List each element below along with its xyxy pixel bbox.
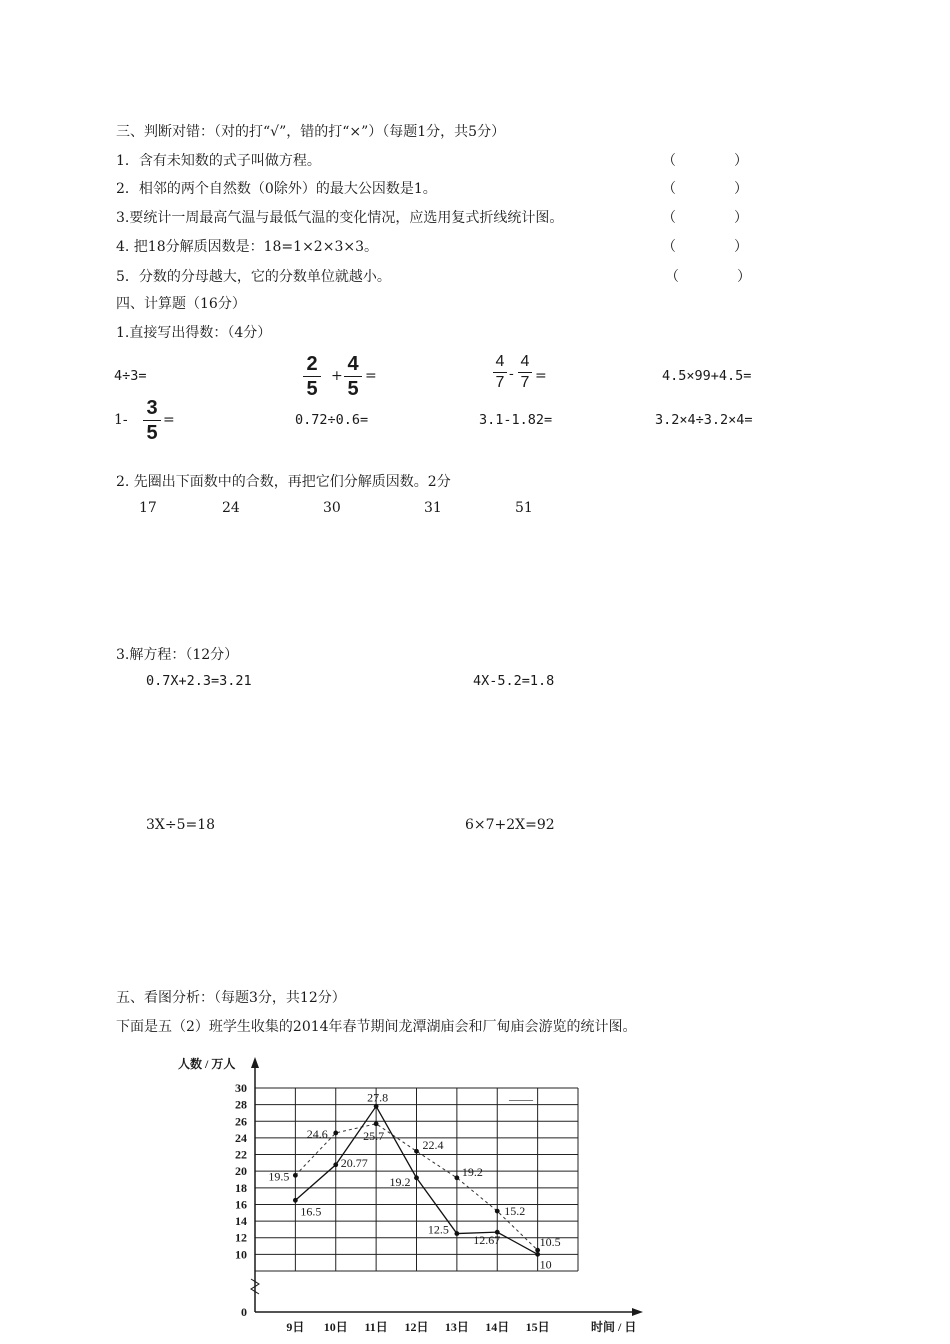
- data-label-dashed: 19.2: [461, 1164, 483, 1179]
- point-dashed: [333, 1131, 338, 1136]
- data-label-dashed: 19.5: [268, 1169, 290, 1184]
- y-tick-label: 22: [235, 1147, 247, 1162]
- point-solid: [454, 1231, 459, 1236]
- x-axis-label: 时间 / 日: [591, 1320, 637, 1334]
- data-label-dashed: 10.5: [539, 1235, 561, 1250]
- judge-item-3: 3.要统计一周最高气温与最低气温的变化情况，应选用复式折线统计图。: [116, 210, 564, 226]
- equation-1: 0.7X+2.3=3.21: [146, 673, 252, 689]
- y-tick-label: 26: [235, 1114, 247, 1129]
- calc-g: 3.1-1.82=: [479, 412, 553, 428]
- frac-3-5: 3 5: [143, 398, 161, 443]
- data-label-solid: 12.5: [427, 1222, 449, 1237]
- point-solid: [333, 1162, 338, 1167]
- x-tick-label: 11日: [364, 1320, 388, 1334]
- number-item[interactable]: 17: [139, 500, 157, 516]
- legend-line: ——: [509, 1092, 533, 1106]
- x-tick-label: 15日: [525, 1320, 550, 1334]
- x-tick-label: 10日: [323, 1320, 348, 1334]
- eq-e: =: [163, 412, 175, 428]
- frac-2-5: 2 5: [303, 354, 321, 399]
- answer-paren-3[interactable]: （ ）: [662, 210, 748, 226]
- op-minus: -: [509, 366, 514, 382]
- point-dashed: [374, 1121, 379, 1126]
- eq-b: =: [365, 368, 377, 384]
- data-label-solid: 12.67: [473, 1233, 501, 1248]
- y-tick-label: 30: [235, 1081, 247, 1095]
- data-label-dashed: 15.2: [504, 1204, 526, 1219]
- point-solid: [535, 1252, 540, 1257]
- x-tick-label: 13日: [444, 1320, 469, 1334]
- op-plus: +: [331, 368, 343, 384]
- q3-title: 3.解方程：（12分）: [116, 647, 239, 663]
- frac-4-7-a: 4 7: [493, 354, 507, 391]
- number-item[interactable]: 51: [515, 500, 533, 516]
- judge-item-1: 1．含有未知数的式子叫做方程。: [116, 153, 321, 169]
- calc-d: 4.5×99+4.5=: [662, 368, 752, 384]
- section5-title: 五、看图分析：（每题3分，共12分）: [116, 990, 346, 1006]
- y-tick-label: 14: [235, 1214, 247, 1229]
- frac-4-7-b: 4 7: [518, 354, 532, 391]
- section4-title: 四、计算题（16分）: [116, 296, 246, 312]
- equation-4: 6×7+2X=92: [465, 817, 555, 833]
- data-label-solid: 10: [539, 1257, 552, 1272]
- judge-item-5: 5．分数的分母越大，它的分数单位就越小。: [116, 269, 391, 285]
- y-tick-label: 20: [235, 1164, 247, 1179]
- equation-3: 3X÷5=18: [146, 817, 216, 833]
- y-tick-label: 12: [235, 1230, 247, 1245]
- eq-c: =: [535, 368, 547, 384]
- section3-title: 三、判断对错：（对的打“√”，错的打“×”）（每题1分，共5分）: [116, 124, 506, 140]
- y-tick-label: 0: [241, 1305, 247, 1319]
- y-tick-label: 18: [235, 1180, 247, 1195]
- y-axis-label: 人数 / 万人: [178, 1057, 236, 1071]
- axis-break: [251, 1279, 259, 1294]
- number-item[interactable]: 24: [222, 500, 240, 516]
- y-tick-label: 16: [235, 1197, 247, 1212]
- y-tick-label: 28: [235, 1097, 247, 1112]
- frac-4-5: 4 5: [344, 354, 362, 399]
- y-tick-label: 10: [235, 1247, 247, 1262]
- judge-item-2: 2．相邻的两个自然数（0除外）的最大公因数是1。: [116, 181, 437, 197]
- y-tick-label: 24: [235, 1130, 247, 1145]
- answer-paren-5[interactable]: （ ）: [665, 269, 751, 285]
- data-label-solid: 19.2: [389, 1174, 411, 1189]
- x-axis-arrow: [632, 1308, 643, 1316]
- y-axis-arrow: [251, 1057, 259, 1068]
- number-item[interactable]: 31: [424, 500, 442, 516]
- answer-paren-4[interactable]: （ ）: [662, 239, 748, 255]
- answer-paren-1[interactable]: （ ）: [662, 153, 748, 169]
- point-solid: [293, 1198, 298, 1203]
- calc-f: 0.72÷0.6=: [295, 412, 369, 428]
- number-item[interactable]: 30: [323, 500, 341, 516]
- data-label-solid: 16.5: [300, 1204, 322, 1219]
- point-solid: [414, 1175, 419, 1180]
- point-dashed: [454, 1175, 459, 1180]
- section5-intro: 下面是五（2）班学生收集的2014年春节期间龙潭湖庙会和厂甸庙会游览的统计图。: [116, 1019, 637, 1035]
- calc-e-prefix: 1-: [114, 412, 128, 428]
- data-label-dashed: 25.7: [363, 1128, 385, 1143]
- x-tick-label: 12日: [404, 1320, 429, 1334]
- data-label-dashed: 24.6: [306, 1126, 328, 1141]
- data-label-solid: 27.8: [367, 1090, 389, 1105]
- point-dashed: [495, 1209, 500, 1214]
- q1-title: 1.直接写出得数：（4分）: [116, 325, 272, 341]
- point-dashed: [414, 1149, 419, 1154]
- answer-paren-2[interactable]: （ ）: [662, 181, 748, 197]
- q2-title: 2. 先圈出下面数中的合数，再把它们分解质因数。2分: [116, 474, 451, 490]
- x-tick-label: 14日: [485, 1320, 510, 1334]
- point-solid: [374, 1104, 379, 1109]
- calc-h: 3.2×4÷3.2×4=: [655, 412, 753, 428]
- x-tick-label: 9日: [286, 1320, 305, 1334]
- data-label-solid: 20.77: [340, 1155, 368, 1170]
- point-dashed: [293, 1173, 298, 1178]
- judge-item-4: 4. 把18分解质因数是：18=1×2×3×3。: [116, 239, 378, 255]
- data-label-dashed: 22.4: [422, 1138, 444, 1153]
- equation-2: 4X-5.2=1.8: [473, 673, 555, 689]
- calc-a: 4÷3=: [114, 368, 147, 384]
